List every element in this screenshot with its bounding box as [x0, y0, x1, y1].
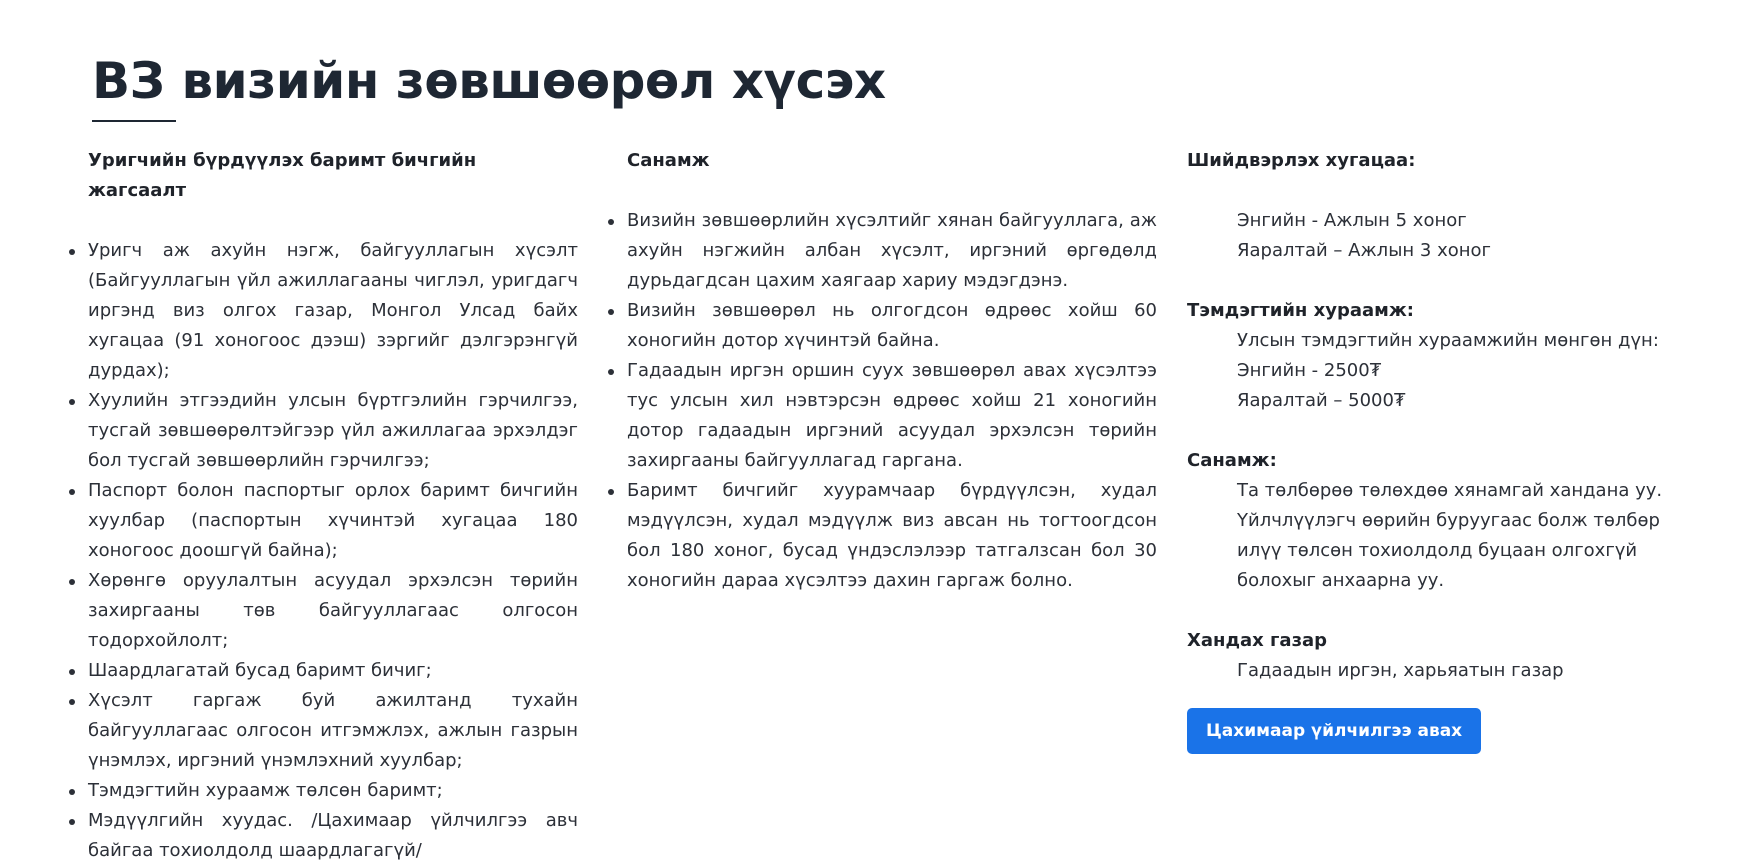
title-underline [92, 120, 176, 122]
contact-text: Гадаадын иргэн, харьяатын газар [1237, 660, 1564, 681]
fee-heading: Тэмдэгтийн хураамж: [1187, 300, 1414, 321]
deadline-section [1187, 146, 1707, 266]
list-item: Паспорт болон паспортыг орлох баримт бичгийн хуулбар (паспортын хүчинтэй хугацаа 180 хоногоос доошгүй байна); [88, 476, 578, 566]
payment-note-text: Та төлбөрөө төлөхдөө хянамгай хандана уу. Үйлчлүүлэгч өөрийн буруугаас болж төлбөр илүү төлсөн тохиолдолд буцаан олгохгүй болохыг анхаарна уу. [1237, 480, 1663, 591]
required-documents-column [88, 146, 578, 866]
fee-urgent: Яаралтай – 5000₮ [1237, 390, 1406, 411]
notes-list [627, 206, 1157, 596]
service-info-column [1187, 146, 1707, 754]
notes-column [627, 146, 1157, 596]
deadline-urgent: Яаралтай – Ажлын 3 хоног [1237, 240, 1491, 261]
required-documents-heading: Уригчийн бүрдүүлэх баримт бичгийн жагсаалт [88, 150, 477, 201]
contact-section [1187, 626, 1707, 686]
list-item: Уригч аж ахуйн нэгж, байгууллагын хүсэлт (Байгууллагын үйл ажиллагааны чиглэл, уригдагч иргэнд виз олгох газар, Монгол Улсад байх хугацаа (91 хоногоос дээш) зэргийг дэлгэрэнгүй дурдах); [88, 236, 578, 386]
list-item: Гадаадын иргэн оршин суух зөвшөөрөл авах хүсэлтээ тус улсын хил нэвтэрсэн өдрөөс хойш 21 хоногийн дотор гадаадын иргэний асуудал эрхэлсэн төрийн захиргааны байгууллагад гаргана. [627, 356, 1157, 476]
fee-section [1187, 296, 1707, 416]
page-title: ВЗ визийн зөвшөөрөл хүсэх [92, 52, 886, 110]
list-item: Мэдүүлгийн хуудас. /Цахимаар үйлчилгээ авч байгаа тохиолдолд шаардлагагүй/ [88, 806, 578, 866]
list-item: Шаардлагатай бусад баримт бичиг; [88, 656, 578, 686]
online-service-button[interactable]: Цахимаар үйлчилгээ авах [1187, 708, 1481, 754]
list-item: Хөрөнгө оруулалтын асуудал эрхэлсэн төрийн захиргааны төв байгууллагаас олгосон тодорхойлолт; [88, 566, 578, 656]
fee-label: Улсын тэмдэгтийн хураамжийн мөнгөн дүн: [1237, 330, 1659, 351]
list-item: Визийн зөвшөөрлийн хүсэлтийг хянан байгууллага, аж ахуйн нэгжийн албан хүсэлт, иргэний өргөдөлд дурьдагдсан цахим хаягаар хариу мэдэгдэнэ. [627, 206, 1157, 296]
fee-normal: Энгийн - 2500₮ [1237, 360, 1382, 381]
required-documents-list [88, 236, 578, 866]
list-item: Хүсэлт гаргаж буй ажилтанд тухайн байгууллагаас олгосон итгэмжлэх, ажлын газрын үнэмлэх, иргэний үнэмлэхний хуулбар; [88, 686, 578, 776]
notes-heading: Санамж [627, 150, 710, 171]
payment-note-heading: Санамж: [1187, 450, 1277, 471]
list-item: Хуулийн этгээдийн улсын бүртгэлийн гэрчилгээ, тусгай зөвшөөрөлтэйгээр үйл ажиллагаа эрхэлдэг бол тусгай зөвшөөрлийн гэрчилгээ; [88, 386, 578, 476]
deadline-normal: Энгийн - Ажлын 5 хоног [1237, 210, 1467, 231]
list-item: Баримт бичгийг хуурамчаар бүрдүүлсэн, худал мэдүүлсэн, худал мэдүүлж виз авсан нь тогтоогдсон бол 180 хоног, бусад үндэслэлээр татгалзсан бол 30 хоногийн дараа хүсэлтээ дахин гаргаж болно. [627, 476, 1157, 596]
deadline-heading: Шийдвэрлэх хугацаа: [1187, 150, 1416, 171]
contact-heading: Хандах газар [1187, 630, 1328, 651]
payment-note-section [1187, 446, 1707, 596]
list-item: Тэмдэгтийн хураамж төлсөн баримт; [88, 776, 578, 806]
list-item: Визийн зөвшөөрөл нь олгогдсон өдрөөс хойш 60 хоногийн дотор хүчинтэй байна. [627, 296, 1157, 356]
